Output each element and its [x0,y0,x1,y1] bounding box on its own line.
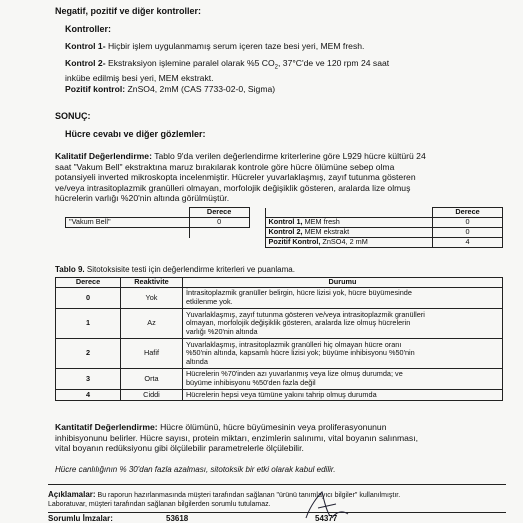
section-heading-controls: Negatif, pozitif ve diğer kontroller: [55,6,202,16]
control-row-1-name: Kontrol 1, [268,217,303,227]
criteria-header-status: Durumu [183,278,503,288]
criteria-reactivity: Orta [121,369,183,390]
control2-text-b: , 37°C'de ve 120 rpm 24 saat [278,58,390,68]
positive-control-text: ZnSO4, 2mM (CAS 7733-02-0, Sigma) [127,84,276,94]
criteria-caption-text: Sitotoksisite testi için değerlendirme kriterleri ve puanlama. [86,265,295,274]
criteria-grade: 0 [56,288,121,309]
quantitative-line2: inhibisyonunu belirler. Hücre sayısı, protein miktarı, enzimlerin salınımı, vital boyanın salınması, [55,432,419,443]
control-row-2-detail: MEM ekstrakt [304,227,350,237]
control-grade-header: Derece [433,208,503,218]
criteria-reactivity: Az [121,309,183,339]
qualitative-line4: ve/veya intrasitoplazmik granülleri olmayan, morfolojik değişiklik gösteren, aralarda lize olmuş [55,182,411,193]
qualitative-label: Kalitatif Değerlendirme: [55,151,152,161]
quantitative-paragraph [55,422,500,454]
criteria-status-line: Hücrelerin %70'inden azı yuvarlanmış veya lize olmuş durumda; ve [186,369,403,379]
handwritten-signature [296,488,356,523]
control2-sub: 2 [274,64,279,71]
signatures-label: Sorumlu İmzalar: [48,514,113,523]
criteria-status-line: Yuvarlaklaşmış, intrasitoplazmik granülleri hiç olmayan hücre oranı [186,339,402,349]
control-row-3-detail: ZnSO4, 2 mM [322,237,368,247]
footer-text-1: Bu raporun hazırlanmasında müşteri tarafından sağlanan "ürünü tanımlayıcı bilgiler" kullanılmıştır. [97,492,401,499]
criteria-status [183,369,503,390]
control-row-2-grade: 0 [433,228,503,238]
criteria-status-line: etkilenme yok. [186,297,233,306]
quantitative-line3: vital boyanın redüksiyonu gibi ölçülebilir parametrelerle ölçülebilir. [55,443,304,453]
criteria-status-line: olmayan, morfolojik değişiklik gösteren, aralarda lize olmuş hücrelerin [186,318,411,328]
sample-name-cell: "Vakum Bell" [66,218,190,228]
qualitative-paragraph [55,151,500,204]
cell-response-heading: Hücre cevabı ve diğer gözlemler: [65,129,206,139]
result-table [65,207,503,248]
footer-bottom-rule [48,512,506,513]
criteria-status [183,339,503,369]
qualitative-line3: potansiyeli inverted mikroskopta incelenmiştir. Hücreler yuvarlaklaşmış, zayıf tutunma gösteren [55,172,416,182]
criteria-header-reactivity: Reaktivite [121,278,183,288]
result-heading: SONUÇ: [55,111,91,121]
control-row-3 [265,238,433,248]
criteria-status-line: varlığı %20'nin altında [186,326,258,336]
criteria-reactivity: Hafif [121,339,183,369]
footer-line2: Laboratuvar, müşteri tarafından sağlanan bilgilerden sorumlu tutulamaz. [48,501,271,508]
qualitative-line1: Tablo 9'da verilen değerlendirme kriterlerine göre L929 hücre kültürü 24 [154,151,426,161]
criteria-status-line: %50'nin altında, kapsamlı hücre lizisi yok; büyüme inhibisyonu %50'nin [186,348,415,358]
control2-paragraph [65,58,465,84]
criteria-row [56,309,503,339]
control-row-2 [265,228,433,238]
control-row-1 [265,218,433,228]
criteria-grade: 3 [56,369,121,390]
sample-grade-cell: 0 [189,218,249,228]
criteria-row [56,339,503,369]
positive-control-paragraph [65,84,275,95]
control-row-1-detail: MEM fresh [304,217,340,227]
control2-text-line2: inkübe edilmiş besi yeri, MEM ekstrakt. [65,73,214,84]
footer-top-rule [48,484,506,485]
control2-label: Kontrol 2- [65,58,106,68]
criteria-row [56,390,503,401]
criteria-grade: 1 [56,309,121,339]
quantitative-label: Kantitatif Değerlendirme: [55,422,158,432]
qualitative-line2: saat "Vakum Bell" ekstraktına maruz bırakılarak kontrole göre hücre ölümüne sebep olma [55,161,395,172]
result-grade-header: Derece [189,208,249,218]
criteria-status-line: altında [186,356,208,366]
criteria-status [183,390,503,401]
signature-id-2: 54377 [315,514,338,523]
control2-text-a: Ekstraksiyon işlemine paralel olarak %5 CO [107,58,275,68]
criteria-status-line: büyüme inhibisyonu %50'den fazla değil [186,378,316,387]
control1-text: Hiçbir işlem uygulanmamış serum içeren taze besi yeri, MEM fresh. [107,41,365,51]
signature-id-1: 53618 [166,514,189,523]
criteria-status-line: İntrasitoplazmik granüller belirgin, hücre lizisi yok, hücre büyümesinde [186,288,412,298]
quantitative-line1: Hücre ölümünü, hücre büyümesinin veya proliferasyonunun [160,422,387,432]
criteria-header-grade: Derece [56,278,121,288]
control1-paragraph [65,41,364,52]
criteria-grade: 2 [56,339,121,369]
cytotoxic-note: Hücre canlılığının % 30'dan fazla azalması, sitotoksik bir etki olarak kabul edilir. [55,465,336,474]
criteria-reactivity: Ciddi [121,390,183,401]
criteria-row [56,288,503,309]
criteria-status-line: Yuvarlaklaşmış, zayıf tutunma gösteren ve/veya intrasitoplazmik granülleri [186,309,425,319]
criteria-grade: 4 [56,390,121,401]
control-row-2-name: Kontrol 2, [268,227,303,237]
criteria-status [183,288,503,309]
footer-label: Açıklamalar: [48,490,96,499]
criteria-status-line: Hücrelerin hepsi veya tümüne yakını tahrip olmuş durumda [186,389,377,399]
control-row-1-grade: 0 [433,218,503,228]
criteria-caption-label: Tablo 9. [55,265,85,274]
criteria-row [56,369,503,390]
criteria-reactivity: Yok [121,288,183,309]
control-row-3-name: Pozitif Kontrol, [268,237,321,247]
control1-label: Kontrol 1- [65,41,106,51]
criteria-table [55,277,503,401]
criteria-caption [55,266,295,274]
positive-control-label: Pozitif kontrol: [65,84,126,94]
criteria-status [183,309,503,339]
qualitative-line5: hücrelerin varlığı %20'nin altında görülmüştür. [55,193,230,203]
controls-heading: Kontroller: [65,24,111,34]
control-row-3-grade: 4 [433,238,503,248]
